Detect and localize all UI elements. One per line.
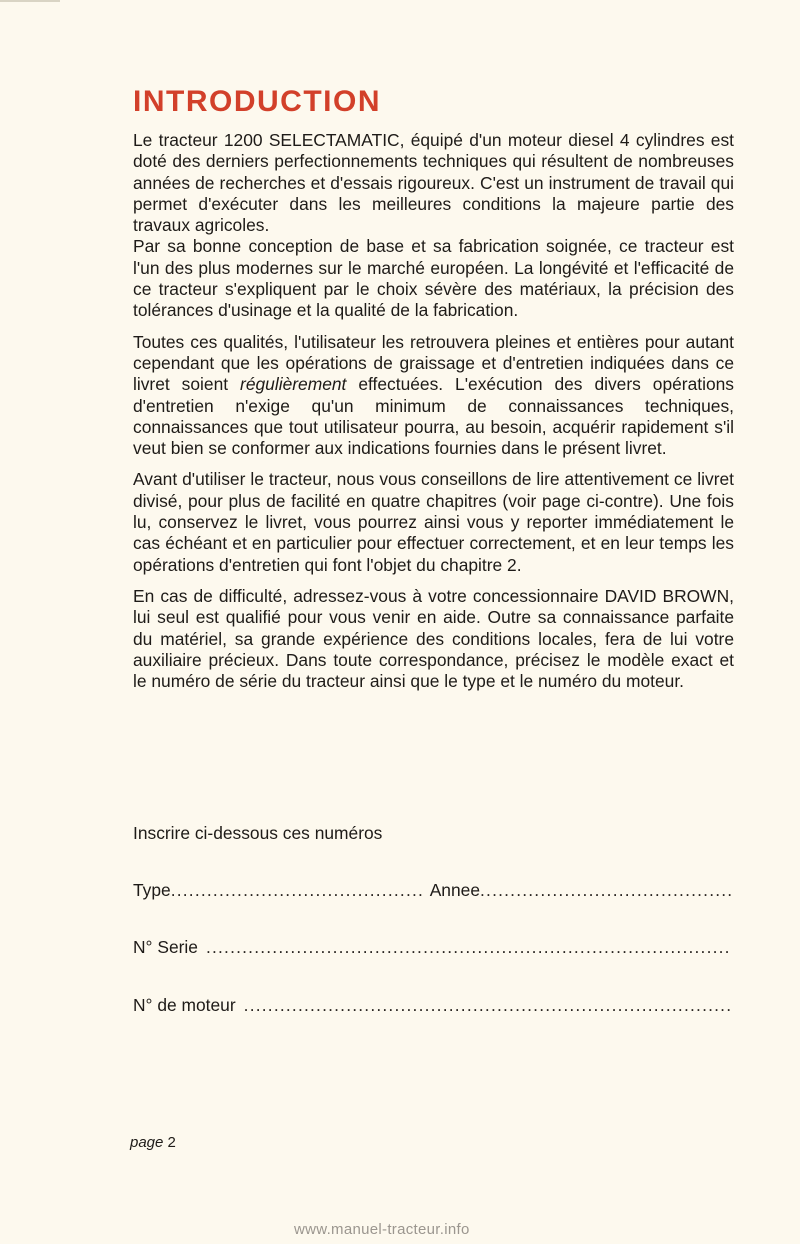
type-annee-row [133, 878, 731, 902]
serie-field[interactable] [206, 935, 731, 959]
page-title: INTRODUCTION [133, 85, 381, 118]
paragraph-1 [133, 130, 734, 236]
type-field[interactable] [171, 878, 422, 902]
paragraph-5-text: En cas de difficulté, adressez-vous à votre concessionnaire DAVID BROWN, lui seul est qualifié pour vous venir en aide. Outre sa connaissance parfaite du matériel, sa grande expérience des conditions locales, fera de lui votre auxiliaire précieux. Dans toute correspondance, précisez le modèle exact et le numéro de série du tracteur ainsi que le type et le numéro du moteur. [133, 585, 734, 692]
paragraph-3-text-start: Toutes ces qualités, l'utilisateur les retrouvera pleines et entières pour autant cependant que les opérations de graissage et d'entretien indiquées dans ce livret soient [133, 331, 734, 395]
website-watermark: www.manuel-tracteur.info [294, 1221, 470, 1238]
paragraph-1-text: Le tracteur 1200 SELECTAMATIC, équipé d'un moteur diesel 4 cylindres est doté des derniers perfectionnements techniques qui résultent de nombreuses années de recherches et d'essais rigoureux. C'est un instrument de travail qui permet d'exécuter dans les meilleures conditions la majeure partie des travaux agricoles. [133, 130, 734, 236]
paragraph-3-text-end: effectuées. L'exécution des divers opérations d'entretien n'exige qu'un minimum de connaissances techniques, connaissances que tout utilisateur pourra, au besoin, acquérir rapidement s'il veut bien se conformer aux indications fournies dans le présent livret. [133, 374, 735, 459]
moteur-field[interactable] [244, 993, 731, 1017]
serie-label: N° Serie [133, 937, 198, 957]
paragraph-2 [133, 236, 734, 321]
moteur-row [133, 993, 731, 1017]
serie-row [133, 935, 731, 959]
type-label: Type [133, 880, 171, 900]
paragraph-2-text: Par sa bonne conception de base et sa fabrication soignée, ce tracteur est l'un des plus modernes sur le marché européen. La longévité et l'efficacité de ce tracteur s'expliquent par le choix sévère des matériaux, la précision des tolérances d'usinage et la qualité de la fabrication. [133, 236, 734, 321]
paragraph-4-text: Avant d'utiliser le tracteur, nous vous conseillons de lire attentivement ce livret divisé, pour plus de facilité en quatre chapitres (voir page ci-contre). Une fois lu, conservez le livret, vous pourrez ainsi vous y reporter immédiatement le cas échéant et en particulier pour effectuer correctement, et en leur temps les opérations d'entretien qui font l'objet du chapitre 2. [133, 469, 734, 575]
scan-edge-mark [0, 0, 60, 2]
annee-field[interactable] [480, 878, 731, 902]
page-word: page [130, 1134, 164, 1151]
paragraph-3 [133, 332, 734, 460]
form-heading: Inscrire ci-dessous ces numéros [133, 823, 383, 843]
introduction-body [133, 130, 734, 702]
page-number-value: 2 [167, 1134, 176, 1151]
annee-label: Annee [429, 880, 480, 900]
page-number [130, 1133, 176, 1153]
paragraph-5 [133, 586, 734, 692]
paragraph-3-emphasis: régulièrement [240, 374, 347, 395]
moteur-label: N° de moteur [133, 995, 236, 1015]
paragraph-4 [133, 469, 734, 575]
